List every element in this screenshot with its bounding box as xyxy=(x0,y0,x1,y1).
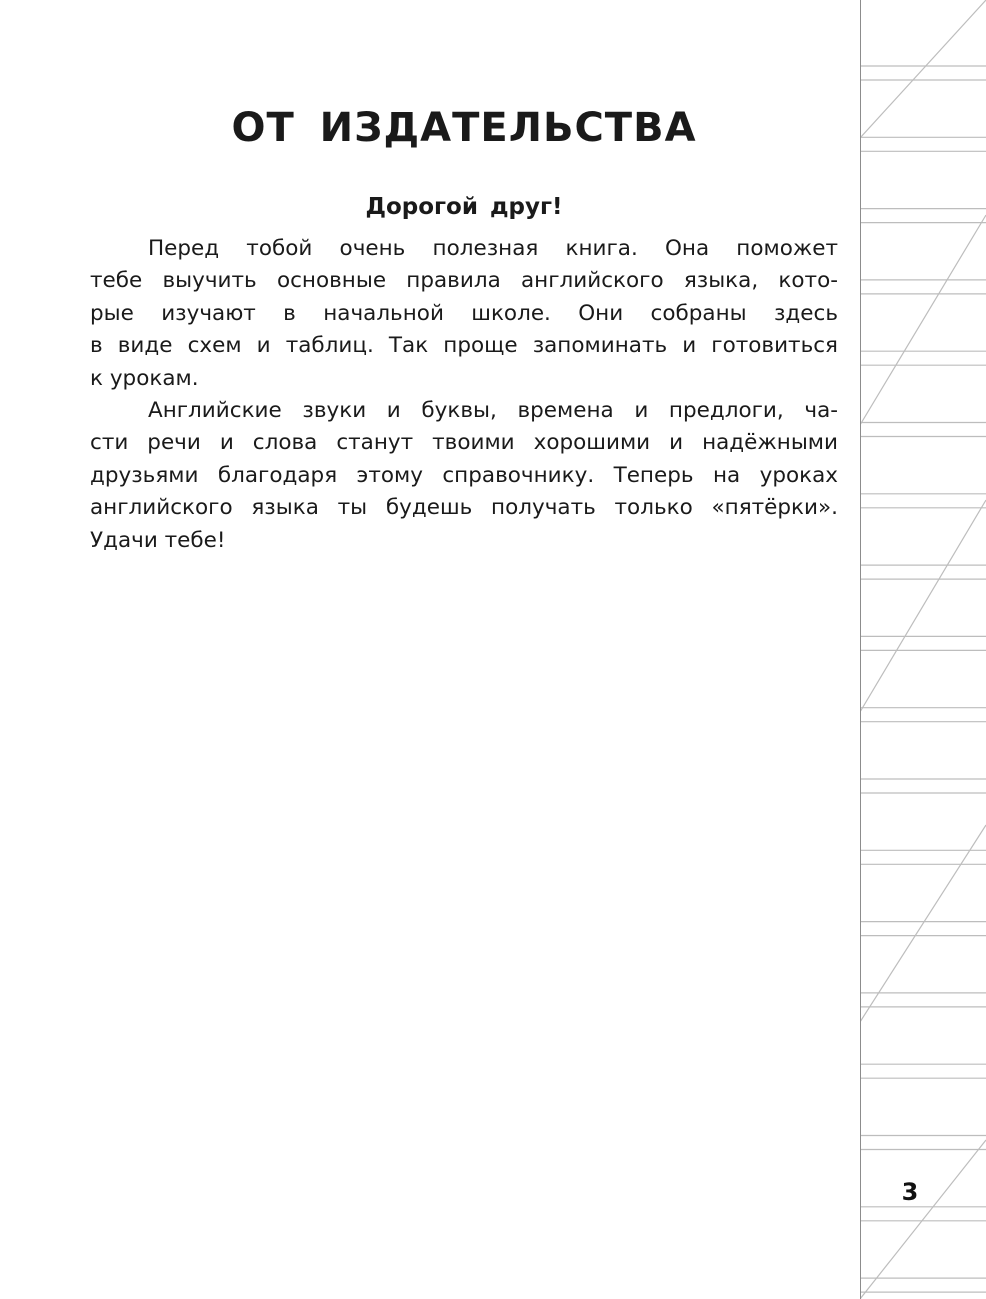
body-text xyxy=(90,233,838,557)
paragraph-1-line: в виде схем и таблиц. Так проще запоминать и готовиться xyxy=(90,333,838,359)
margin-diagonal xyxy=(860,1140,986,1299)
margin-diagonal xyxy=(860,500,986,712)
page-number: 3 xyxy=(901,1178,919,1206)
paragraph-2-line: сти речи и слова станут твоими хорошими и надёжными xyxy=(90,430,838,456)
paragraph-1-line: к урокам. xyxy=(90,365,199,391)
paragraph-1-line: рые изучают в начальной школе. Они собраны здесь xyxy=(90,300,838,326)
page-title: ОТ ИЗДАТЕЛЬСТВА xyxy=(231,105,697,151)
paragraph-1-line: Перед тобой очень полезная книга. Она поможет xyxy=(148,236,838,261)
margin-diagonal xyxy=(860,215,986,425)
paragraph-2-line: английского языка ты будешь получать только «пятёрки». xyxy=(90,495,838,521)
paragraph-2-line: Английские звуки и буквы, времена и предлоги, ча- xyxy=(148,397,838,423)
margin-diagonal-lines xyxy=(860,0,986,1299)
margin-diagonal xyxy=(860,0,986,138)
lined-margin-strip xyxy=(860,0,986,1299)
paragraph-2-line: Удачи тебе! xyxy=(90,527,226,553)
greeting-heading: Дорогой друг! xyxy=(365,194,563,220)
paragraph-1-line: тебе выучить основные правила английского языка, кото- xyxy=(90,268,838,294)
paragraph-2-line: друзьями благодаря этому справочнику. Теперь на уроках xyxy=(90,462,838,488)
